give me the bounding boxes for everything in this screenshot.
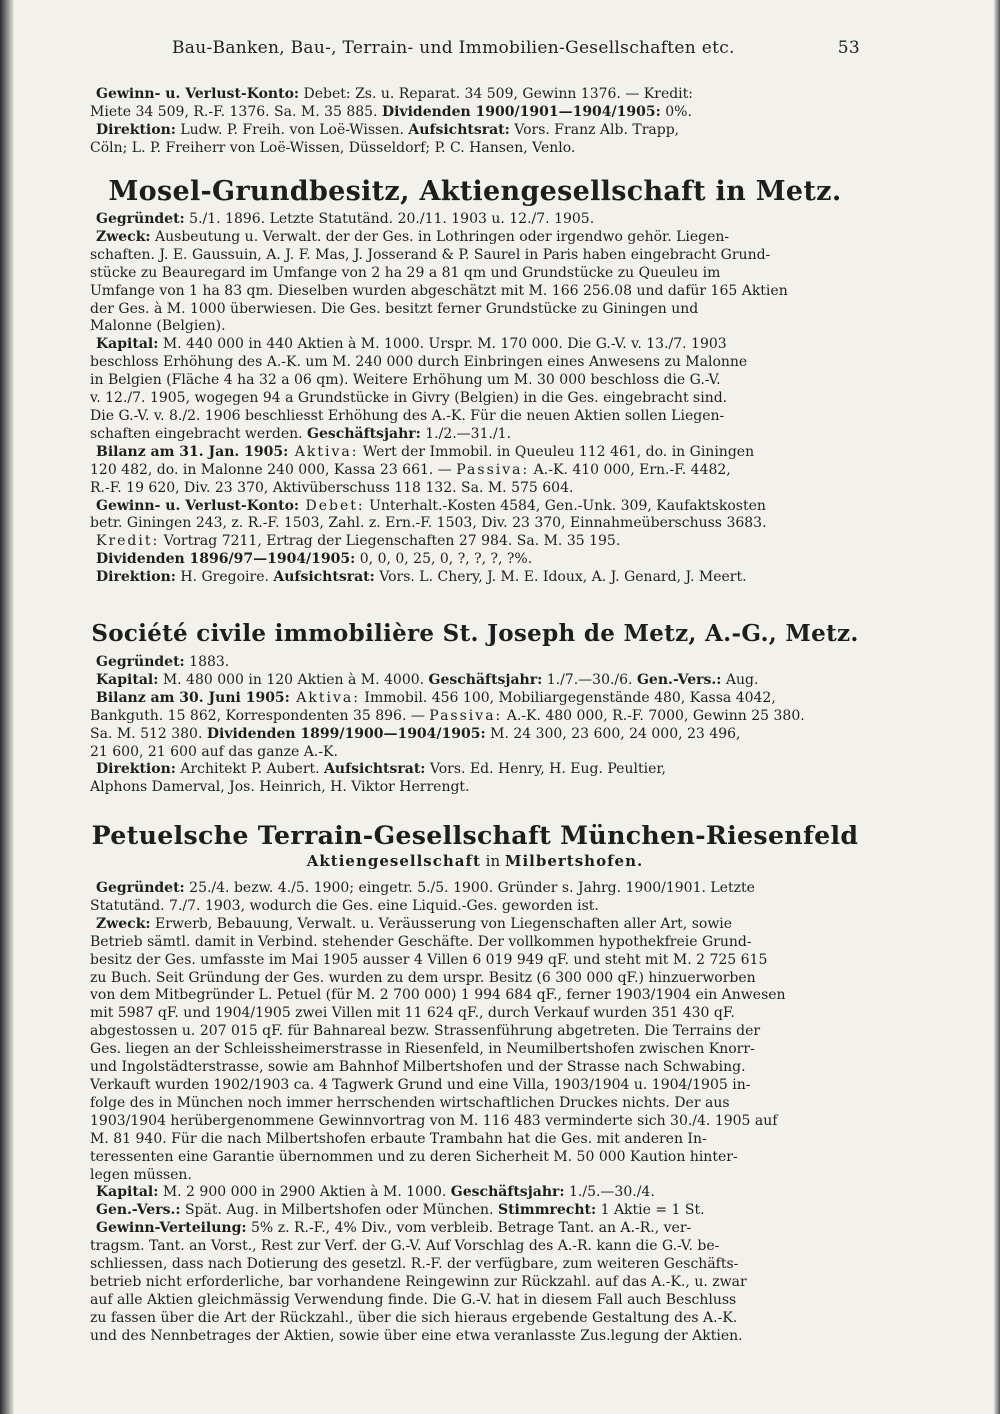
subtitle-part: Aktiengesellschaft [306,852,481,870]
text-run: M. 81 940. Für die nach Milbertshofen erbaute Trambahn hat die Ges. mit anderen In- [90,1130,707,1147]
text-line [90,372,860,390]
field-label: Gen.-Vers.: [96,1202,181,1219]
field-label: Kapital: [96,671,159,688]
text-line [90,426,860,444]
field-label: Kapital: [96,336,159,353]
text-line [90,744,860,762]
text-line [90,898,860,916]
field-label: Aufsichtsrat: [273,569,375,586]
field-label: Direktion: [96,121,176,138]
text-run: Wert der Immobil. in Queuleu 112 461, do. in Giningen [358,443,755,460]
text-run: Ges. liegen an der Schleissheimerstrasse in Riesenfeld, in Neumilbertshofen zwischen Knorr- [90,1041,755,1058]
text-line [90,533,860,551]
text-line [90,654,860,672]
text-run: Aug. [721,671,759,688]
text-line [90,1149,860,1167]
text-run: schaften. J. E. Gaussuin, A. J. F. Mas, J. Josserand & P. Saurel in Paris haben eingebracht Grund- [90,246,771,263]
entry-title-mosel: Mosel-Grundbesitz, Aktiengesellschaft in Metz. [108,176,842,207]
text-line [90,1041,860,1059]
text-run: folge des in München noch immer herrschenden wirtschaftlichen Druckes nichts. Der aus [90,1094,730,1111]
text-run: Verkauft wurden 1902/1903 ca. 4 Tagwerk Grund und eine Villa, 1903/1904 u. 1904/1905 in- [90,1076,751,1093]
text-run: zu Buch. Seit Gründung der Ges. wurden zu dem urspr. Besitz (6 300 000 qF.) hinzuerworben [90,969,756,986]
text-run: A.-K. 480 000, R.-F. 7000, Gewinn 25 380. [502,707,805,724]
spaced-label: Passiva: [429,707,503,724]
text-run: Immobil. 456 100, Mobiliargegenstände 480, Kassa 4042, [359,689,776,706]
text-line [90,761,860,779]
text-line [90,1310,860,1328]
text-run: Die G.-V. v. 8./2. 1906 beschliesst Erhöhung des A.-K. Für die neuen Aktien sollen Liegen- [90,407,725,424]
text-run: Ludw. P. Freih. von Loë-Wissen. [175,121,409,138]
binding-shadow-right [994,0,1000,1414]
text-run: Vors. L. Chery, J. M. E. Idoux, A. J. Genard, J. Meert. [374,569,747,586]
field-label: Gegründet: [96,880,185,896]
text-run: besitz der Ges. umfasste im Mai 1905 ausser 4 Villen 6 019 949 qF. und steht mit M. 2 725 615 [90,951,768,968]
text-run: Malonne (Belgien). [90,318,226,335]
text-line [90,1167,860,1185]
text-line [90,498,860,516]
text-run: der Ges. à M. 1000 überwiesen. Die Ges. besitzt ferner Grundstücke zu Giningen und [90,300,699,317]
text-run: schliessen, dass nach Dotierung des gesetzl. R.-F. der verfügbare, zum weiteren Geschäfts- [90,1256,739,1273]
text-line [90,390,860,408]
text-run: Debet: Zs. u. Reparat. 34 509, Gewinn 1376. — Kredit: [299,86,694,102]
text-run: stücke zu Beauregard im Umfange von 2 ha 29 a 81 qm und Grundstücke zu Queuleu im [90,264,721,281]
text-run: betr. Giningen 243, z. R.-F. 1503, Zahl. z. Ern.-F. 1503, Div. 23 370, Einnahmeüberschuss 3683. [90,515,767,532]
text-line [90,1274,860,1292]
text-run: Miete 34 509, R.-F. 1376. Sa. M. 35 885. [90,103,378,120]
text-run: M. 480 000 in 120 Aktien à M. 4000. [158,671,429,688]
text-line [90,952,860,970]
text-run: Vors. Ed. Henry, H. Eug. Peultier, [425,761,666,778]
text-line [90,551,860,569]
field-label: Geschäftsjahr: [307,425,421,442]
text-run: 1883. [184,654,230,670]
spaced-label: Kredit: [96,533,160,550]
text-line [90,1131,860,1149]
field-label: Aufsichtsrat: [324,761,426,778]
text-line [90,1184,860,1202]
text-line [90,122,860,140]
text-run: betrieb nicht erforderliche, bar vorhandene Reingewinn zur Rückzahl. auf das A.-K., u. zwar [90,1273,747,1290]
field-label: Aufsichtsrat: [408,121,510,138]
running-title: Bau-Banken, Bau-, Terrain- und Immobilien-Gesellschaften etc. [172,38,735,58]
text-line [90,934,860,952]
text-run: und des Nennbetrages der Aktien, sowie über eine etwa veranlasste Zus.legung der Aktien. [90,1327,743,1344]
field-label: Dividenden 1896/97—1904/1905: [96,551,356,568]
text-line [90,690,860,708]
entry-body-petuel [90,880,860,1346]
field-label: Dividenden 1899/1900—1904/1905: [206,725,486,742]
text-line [90,1077,860,1095]
text-run: zu fassen über die Art der Rückzahl., über die sich hieraus ergebende Gestaltung des A.-K. [90,1309,738,1326]
text-line [90,726,860,744]
text-line [90,515,860,533]
text-run: auf alle Aktien gleichmässig Verwendung finde. Die G.-V. hat in diesem Fall auch Beschluss [90,1291,737,1308]
text-line [90,1059,860,1077]
text-line [90,880,860,898]
field-label: Direktion: [96,761,176,778]
text-run: Betrieb sämtl. damit in Verbind. stehender Geschäfte. Der vollkommen hypothekfreie Grund- [90,933,752,950]
text-line [90,301,860,319]
text-run: 5./1. 1896. Letzte Statutänd. 20./11. 1903 u. 12./7. 1905. [184,211,595,227]
text-line [90,104,860,122]
field-label: Geschäftsjahr: [450,1184,565,1201]
text-run: M. 24 300, 23 600, 24 000, 23 496, [485,725,741,742]
text-run: A.-K. 410 000, Ern.-F. 4482, [529,461,731,478]
spaced-label: Debet: [299,497,365,514]
text-run: 1./5.—30./4. [564,1184,655,1201]
entry-subtitle-petuel [90,852,860,870]
field-label: Kapital: [96,1184,159,1201]
field-label: Dividenden 1900/1901—1904/1905: [382,103,661,120]
text-run: Spät. Aug. in Milbertshofen oder München. [180,1202,498,1219]
text-run: teressenten eine Garantie übernommen und zu deren Sicherheit M. 50 000 Kaution hinter- [90,1148,738,1165]
text-line [90,265,860,283]
spaced-label: Aktiva: [288,443,359,460]
text-line [90,140,860,158]
text-line [90,1292,860,1310]
text-run: von dem Mitbegründer L. Petuel (für M. 2 700 000) 1 994 684 qF., ferner 1903/1904 ein Anwesen [90,987,786,1004]
text-run: legen müssen. [90,1166,192,1183]
field-label: Gen.-Vers.: [636,671,722,688]
subtitle-part: Milbertshofen. [504,852,644,870]
text-run: Ausbeutung u. Verwalt. der der Ges. in Lothringen oder irgendwo gehör. Liegen- [150,228,730,245]
spaced-label: Passiva: [456,461,530,478]
text-run: mit 5987 qF. und 1904/1905 zwei Villen mit 11 624 qF., durch Verkauf wurden 351 430 qF. [90,1005,735,1022]
field-label: Gegründet: [96,211,185,227]
text-line [90,354,860,372]
text-line [90,970,860,988]
text-run: Vors. Franz Alb. Trapp, [509,121,680,138]
entry-title-st-joseph: Société civile immobilière St. Joseph de Metz, A.-G., Metz. [91,620,859,647]
text-line [90,1202,860,1220]
text-line [90,444,860,462]
text-line [90,1256,860,1274]
text-line [90,408,860,426]
text-line [90,318,860,336]
text-line [90,462,860,480]
field-label: Gewinn- u. Verlust-Konto: [96,86,300,102]
text-line [90,708,860,726]
previous-entry-continuation [90,86,860,158]
text-run: schaften eingebracht werden. [90,425,308,442]
spaced-label: Aktiva: [289,689,360,706]
text-line [90,336,860,354]
text-run: beschloss Erhöhung des A.-K. um M. 240 000 durch Einbringen eines Anwesens zu Malonne [90,354,748,371]
field-label: Gegründet: [96,654,185,670]
field-label: Gewinn-Verteilung: [96,1220,247,1237]
text-run: 1903/1904 herübergenommene Gewinnvortrag von M. 116 483 verminderte sich 30./4. 1905 auf [90,1112,778,1129]
text-line [90,211,860,229]
text-line [90,480,860,498]
text-line [90,1095,860,1113]
field-label: Bilanz am 31. Jan. 1905: [96,443,289,460]
text-run: H. Gregoire. [175,569,274,586]
text-run: 0, 0, 0, 25, 0, ?, ?, ?, ?%. [355,551,533,568]
text-line [90,916,860,934]
text-line [90,1238,860,1256]
text-run: Statutänd. 7./7. 1903, wodurch die Ges. eine Liquid.-Ges. geworden ist. [90,897,599,914]
subtitle-part: in [480,852,505,870]
text-run: v. 12./7. 1905, wogegen 94 a Grundstücke in Givry (Belgien) in die Ges. eingebracht sind. [90,390,728,407]
text-run: 1./7.—30./6. [542,671,637,688]
text-line [90,672,860,690]
page-number: 53 [837,38,860,58]
text-line [90,1113,860,1131]
text-line [90,86,860,104]
text-line [90,247,860,265]
text-line [90,1328,860,1346]
text-run: M. 2 900 000 in 2900 Aktien à M. 1000. [158,1184,451,1201]
entry-body-mosel [90,211,860,587]
text-run: 0%. [660,103,692,120]
text-run: Umfange von 1 ha 83 qm. Dieselben wurden abgeschätzt mit M. 166 256.08 und dafür 165 Aktien [90,282,788,299]
text-line [90,1005,860,1023]
text-run: Vortrag 7211, Ertrag der Liegenschaften 27 984. Sa. M. 35 195. [159,533,621,550]
field-label: Zweck: [96,915,151,932]
text-run: Unterhalt.-Kosten 4584, Gen.-Unk. 309, Kaufaktskosten [364,497,766,514]
text-line [90,283,860,301]
text-run: R.-F. 19 620, Div. 23 370, Aktivüberschuss 118 132. Sa. M. 575 604. [90,479,574,496]
text-line [90,229,860,247]
entry-title-petuel: Petuelsche Terrain-Gesellschaft München-Riesenfeld [91,820,859,850]
field-label: Direktion: [96,569,176,586]
text-run: abgestossen u. 207 015 qF. für Bahnareal bezw. Strassenführung abgetreten. Die Terrains der [90,1023,761,1040]
text-run: in Belgien (Fläche 4 ha 32 a 06 qm). Weitere Erhöhung um M. 30 000 beschloss die G.-V. [90,372,721,389]
text-run: und Ingolstädterstrasse, sowie am Bahnhof Milbertshofen und der Strasse nach Schwabing. [90,1059,746,1076]
text-run: 21 600, 21 600 auf das ganze A.-K. [90,743,338,760]
text-run: Erwerb, Bebauung, Verwalt. u. Veräusserung von Liegenschaften aller Art, sowie [150,915,733,932]
text-run: 25./4. bezw. 4./5. 1900; eingetr. 5./5. 1900. Gründer s. Jahrg. 1900/1901. Letzte [184,880,755,896]
text-run: tragsm. Tant. an Vorst., Rest zur Verf. der G.-V. Auf Vorschlag des A.-R. kann die G.-V. be- [90,1238,720,1255]
text-run: Alphons Damerval, Jos. Heinrich, H. Viktor Herrengt. [90,779,470,796]
text-run: 1 Aktie = 1 St. [596,1202,705,1219]
text-line [90,779,860,797]
field-label: Zweck: [96,228,151,245]
field-label: Stimmrecht: [497,1202,597,1219]
text-line [90,987,860,1005]
text-run: Bankguth. 15 862, Korrespondenten 35 896. — [90,707,430,724]
text-run: 5% z. R.-F., 4% Div., vom verbleib. Betrage Tant. an A.-R., ver- [246,1220,692,1237]
text-run: 120 482, do. in Malonne 240 000, Kassa 23 661. — [90,461,457,478]
field-label: Bilanz am 30. Juni 1905: [96,689,290,706]
field-label: Geschäftsjahr: [428,671,543,688]
text-run: Cöln; L. P. Freiherr von Loë-Wissen, Düsseldorf; P. C. Hansen, Venlo. [90,139,576,156]
text-line [90,1220,860,1238]
text-run: M. 440 000 in 440 Aktien à M. 1000. Urspr. M. 170 000. Die G.-V. v. 13./7. 1903 [158,336,727,353]
text-run: Sa. M. 512 380. [90,725,207,742]
binding-shadow-left [0,0,14,1414]
text-line [90,1023,860,1041]
field-label: Gewinn- u. Verlust-Konto: [96,497,300,514]
text-line [90,569,860,587]
text-run: 1./2.—31./1. [420,425,512,442]
entry-body-st-joseph [90,654,860,797]
text-run: Architekt P. Aubert. [175,761,325,778]
